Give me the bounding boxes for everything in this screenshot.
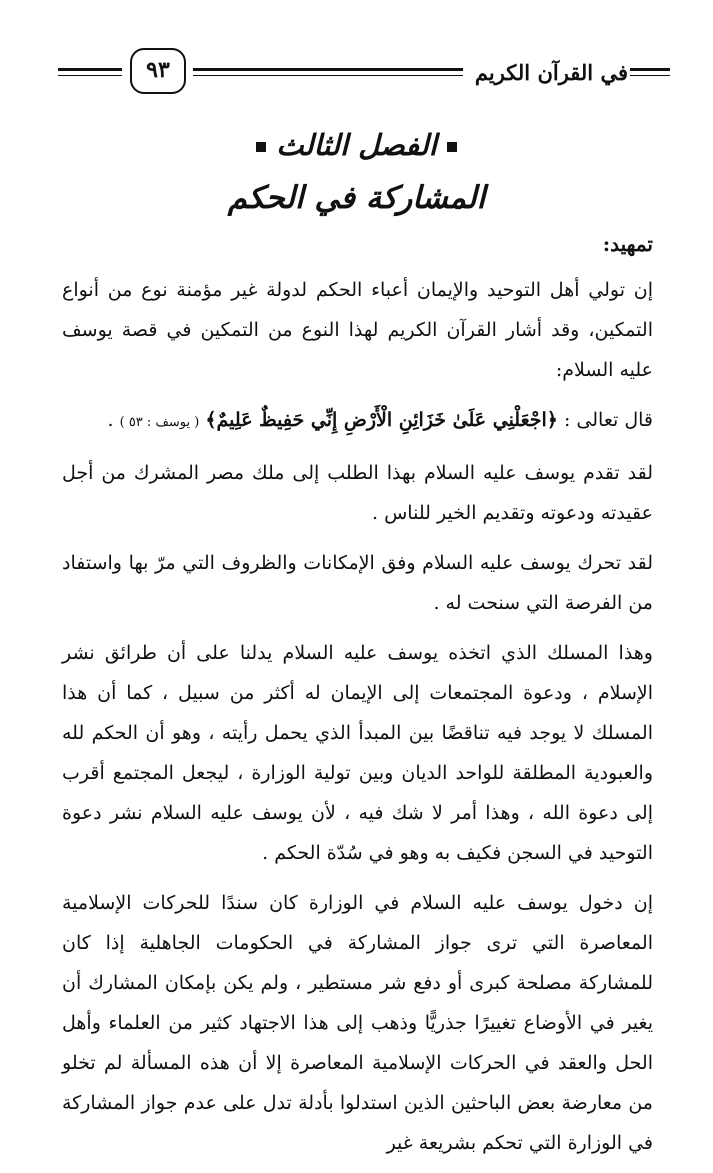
paragraph: لقد تقدم يوسف عليه السلام بهذا الطلب إلى ملك مصر المشرك من أجل عقيدته ودعوته وتقديم الخير للناس .: [62, 462, 653, 524]
square-bullet-icon: [447, 142, 457, 152]
header-rule-middle-thin: [193, 75, 463, 76]
verse-lead: قال تعالى :: [563, 409, 653, 431]
paragraph: إن دخول يوسف عليه السلام في الوزارة كان سندًا للحركات الإسلامية المعاصرة التي ترى جواز المشاركة في الحكومات الجاهلية إذا كان للمشاركة مصلحة كبرى أو دفع شر مستطير ، ولم يكن بإمكان المشارك أن يغير في الأوضاع تغييرًا جذريًّا وذهب إلى هذا الاجتهاد كثير من العلماء وأهل الحل والعقد في الحركات الإسلامية المعاصرة إلا أن هذه المسألة لم تخلو من معارضة بعض الباحثين الذين استدلوا بأدلة تدل على عدم جواز المشاركة في الوزارة التي تحكم بشريعة غير: [62, 892, 653, 1154]
page-header: [58, 48, 670, 102]
paragraph: إن تولي أهل التوحيد والإيمان أعباء الحكم لدولة غير مؤمنة نوع من أنواع التمكين، وقد أشار القرآن الكريم لهذا النوع من التمكين في قصة يوسف عليه السلام:: [62, 279, 653, 381]
header-rule-right-thin: [630, 75, 670, 76]
page-number: ٩٣: [130, 48, 186, 94]
verse-text: ﴿اجْعَلْنِي عَلَىٰ خَزَائِنِ الْأَرْضِ إِنِّي حَفِيظٌ عَلِيمٌ﴾: [205, 409, 558, 431]
verse-reference: ( يوسف : ٥٣ ): [119, 415, 200, 430]
header-rule-right: [630, 68, 670, 71]
header-rule-middle: [193, 68, 463, 71]
verse-end: .: [107, 409, 114, 431]
paragraph: وهذا المسلك الذي اتخذه يوسف عليه السلام يدلنا على أن طرائق نشر الإسلام ، ودعوة المجتمعات إلى الإيمان له أكثر من سبيل ، كما أن هذا المسلك لا يوجد فيه تناقضًا بين المبدأ الذي يحمل رأيته ، وهو أن الحكم لله والعبودية المطلقة للواحد الديان وبين تولية الوزارة ، ليجعل المجتمع أقرب إلى دعوة الله ، وهذا أمر لا شك فيه ، لأن يوسف عليه السلام نشر دعوة التوحيد في السجن فكيف به وهو في سُدّة الحكم .: [62, 642, 653, 864]
header-rule-left: [58, 68, 122, 71]
chapter-title-text: الفصل الثالث: [276, 128, 437, 162]
chapter-subtitle: المشاركة في الحكم: [227, 180, 486, 216]
verse-line: [62, 400, 653, 443]
chapter-title: [0, 128, 713, 162]
body-text: [62, 270, 653, 1173]
header-rule-left-thin: [58, 75, 122, 76]
intro-label: تمهيد:: [602, 232, 653, 256]
book-title: في القرآن الكريم: [474, 60, 628, 85]
square-bullet-icon: [256, 142, 266, 152]
paragraph: لقد تحرك يوسف عليه السلام وفق الإمكانات والظروف التي مرّ بها واستفاد من الفرصة التي سنحت له .: [62, 552, 653, 614]
